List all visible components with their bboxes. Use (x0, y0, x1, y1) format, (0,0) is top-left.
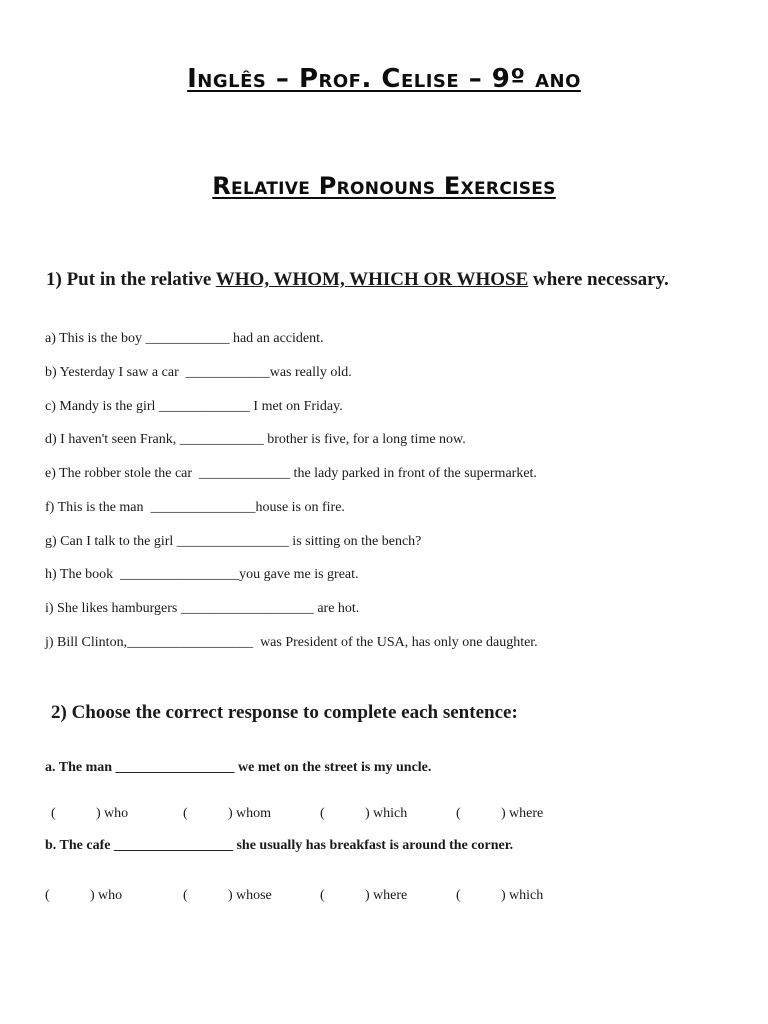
sentence-f: f) This is the man _______________house is on fire. (45, 500, 345, 515)
question-a: a. The man _________________ we met on the street is my uncle. (45, 760, 432, 775)
sentence-j: j) Bill Clinton,__________________ was President of the USA, has only one daughter. (45, 635, 538, 650)
option-checkbox[interactable]: ( ) where (456, 806, 544, 821)
option-checkbox[interactable]: ( ) who (51, 806, 129, 821)
option-label: which (509, 888, 544, 903)
worksheet-subtitle: Relative Pronouns Exercises (212, 172, 556, 200)
option-label: who (98, 888, 123, 903)
sentence-g: g) Can I talk to the girl ________________ is sitting on the bench? (45, 534, 422, 549)
sentence-h: h) The book _________________you gave me is great. (45, 567, 359, 582)
sentence-e: e) The robber stole the car _____________ the lady parked in front of the supermarket. (45, 466, 537, 481)
sentence-b: b) Yesterday I saw a car ____________was really old. (45, 365, 352, 380)
option-label: where (373, 888, 408, 903)
option-checkbox[interactable]: ( ) where (320, 888, 408, 903)
question-b: b. The cafe _________________ she usually has breakfast is around the corner. (45, 838, 514, 853)
section-1-pronoun-list: WHO, WHOM, WHICH OR WHOSE (215, 269, 529, 290)
section-1-instruction-end: where necessary. (533, 269, 669, 290)
sentence-a: a) This is the boy ____________ had an accident. (45, 331, 324, 346)
option-label: who (104, 806, 129, 821)
option-label: whose (236, 888, 272, 903)
sentence-d: d) I haven't seen Frank, ____________ brother is five, for a long time now. (45, 432, 466, 447)
sentence-c: c) Mandy is the girl _____________ I met on Friday. (45, 399, 343, 414)
option-checkbox[interactable]: ( ) who (45, 888, 123, 903)
page-title: Inglês – Prof. Celise – 9º ano (187, 64, 581, 94)
section-1-heading (46, 268, 696, 291)
option-label: whom (236, 806, 271, 821)
option-label: which (373, 806, 408, 821)
option-checkbox[interactable]: ( ) which (320, 806, 408, 821)
section-1-number: 1) (46, 269, 62, 290)
section-2-heading: 2) Choose the correct response to complete each sentence: (51, 702, 518, 723)
option-label: where (509, 806, 544, 821)
question-b-options (0, 872, 768, 903)
section-1-instruction: Put in the relative (66, 269, 212, 290)
question-a-options (0, 790, 768, 821)
option-checkbox[interactable]: ( ) whom (183, 806, 271, 821)
sentence-i: i) She likes hamburgers ___________________ are hot. (45, 601, 360, 616)
option-checkbox[interactable]: ( ) which (456, 888, 544, 903)
option-checkbox[interactable]: ( ) whose (183, 888, 272, 903)
